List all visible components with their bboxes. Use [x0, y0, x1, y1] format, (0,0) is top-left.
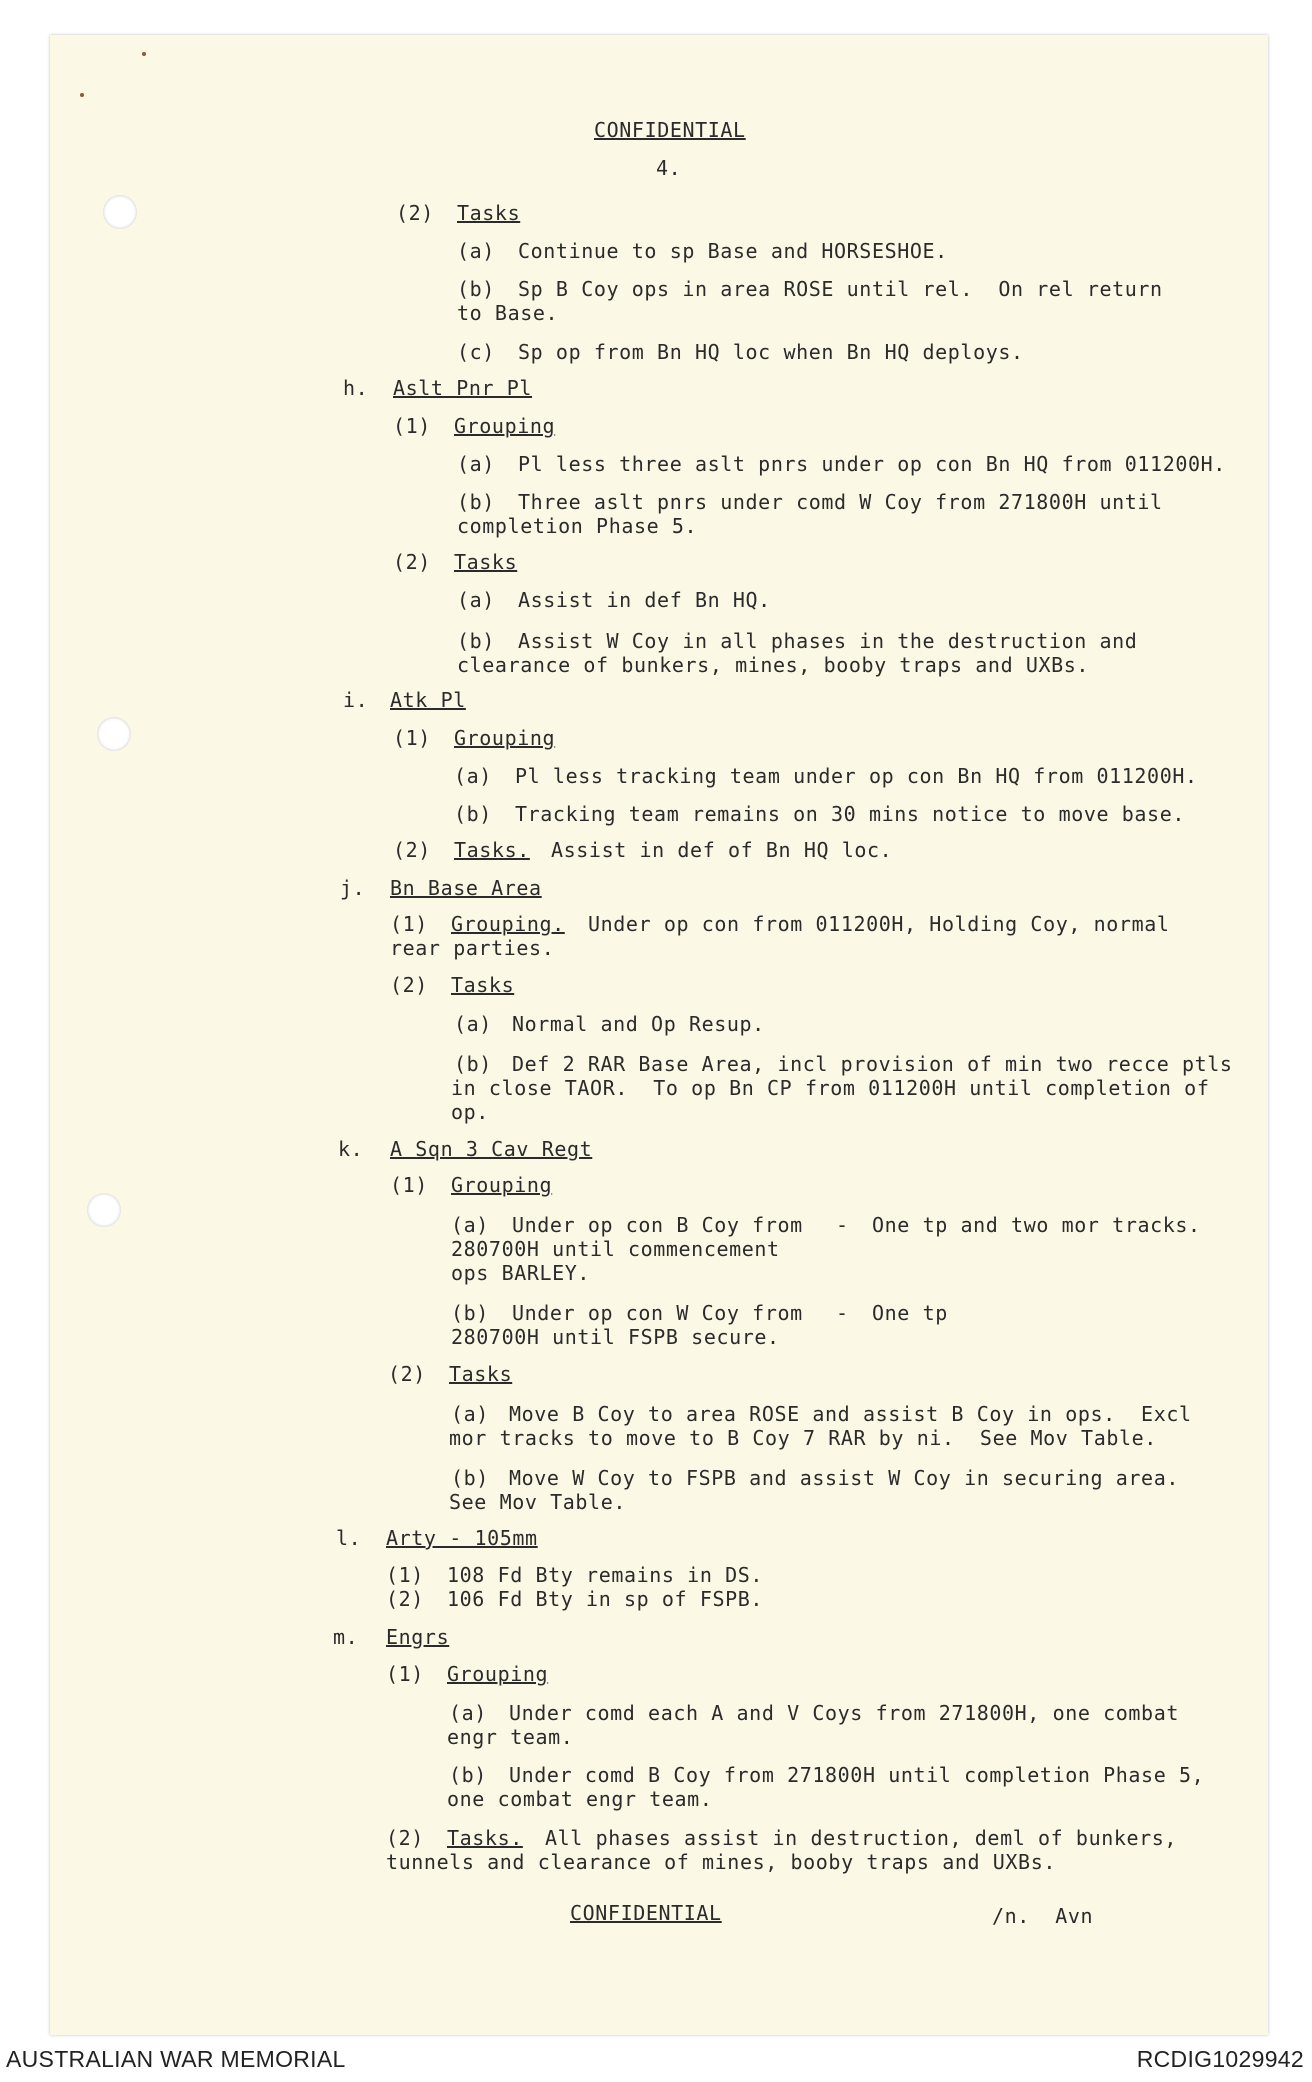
- item-text: one combat engr team.: [447, 1787, 713, 1811]
- item-label: (c): [457, 340, 495, 364]
- item-text: Pl less three aslt pnrs under op con Bn HQ from 011200H.: [518, 452, 1226, 476]
- item-text: 280700H until FSPB secure.: [451, 1325, 780, 1349]
- section-label: i.: [343, 688, 369, 712]
- item-text: clearance of bunkers, mines, booby traps and UXBs.: [457, 653, 1090, 677]
- item-number: (2): [390, 973, 428, 997]
- archive-reference: RCDIG1029942: [1136, 2046, 1304, 2072]
- section-label: j.: [340, 876, 366, 900]
- item-text: 280700H until commencement: [451, 1237, 780, 1261]
- subheading: Grouping.: [451, 912, 565, 936]
- item-text: engr team.: [447, 1725, 574, 1749]
- subheading: Tasks: [454, 550, 518, 574]
- subheading: Tasks.: [454, 838, 530, 862]
- paper-mark: [142, 52, 146, 56]
- item-label: (a): [457, 588, 495, 612]
- subheading: Tasks: [449, 1362, 513, 1386]
- item-text: One tp: [872, 1301, 948, 1325]
- item-number: (2): [396, 201, 434, 225]
- item-label: (b): [449, 1763, 487, 1787]
- punch-hole-middle: [97, 717, 131, 751]
- item-label: (a): [457, 452, 495, 476]
- item-number: (2): [393, 550, 431, 574]
- item-text: Tracking team remains on 30 mins notice to move base.: [515, 802, 1185, 826]
- item-text: ops BARLEY.: [451, 1261, 591, 1285]
- paper-mark: [80, 93, 84, 97]
- item-text: Continue to sp Base and HORSESHOE.: [518, 239, 948, 263]
- item-label: (a): [451, 1402, 489, 1426]
- item-label: (a): [454, 1012, 492, 1036]
- item-number: (2): [386, 1587, 424, 1611]
- subheading: Grouping: [454, 726, 556, 750]
- item-text: Under comd each A and V Coys from 271800H, one combat: [509, 1701, 1179, 1725]
- item-text: completion Phase 5.: [457, 514, 698, 538]
- item-text: Move W Coy to FSPB and assist W Coy in securing area.: [509, 1466, 1179, 1490]
- item-text: See Mov Table.: [449, 1490, 626, 1514]
- item-label: (b): [454, 1052, 492, 1076]
- item-label: (b): [451, 1301, 489, 1325]
- item-text: Assist in def of Bn HQ loc.: [551, 838, 893, 862]
- item-text: Under op con from 011200H, Holding Coy, normal: [588, 912, 1170, 936]
- item-number: (2): [393, 838, 431, 862]
- item-number: (1): [390, 912, 428, 936]
- item-label: (a): [454, 764, 492, 788]
- item-text: rear parties.: [390, 936, 555, 960]
- item-text: Under op con B Coy from: [512, 1213, 803, 1237]
- item-text: 106 Fd Bty in sp of FSPB.: [447, 1587, 764, 1611]
- item-text: Def 2 RAR Base Area, incl provision of min two recce ptls: [512, 1052, 1233, 1076]
- section-heading: Atk Pl: [390, 688, 466, 712]
- subheading: Grouping: [451, 1173, 553, 1197]
- archive-institution: AUSTRALIAN WAR MEMORIAL: [6, 2046, 346, 2072]
- item-text: Sp B Coy ops in area ROSE until rel. On rel return: [518, 277, 1163, 301]
- section-heading: Bn Base Area: [390, 876, 542, 900]
- item-text: All phases assist in destruction, deml of bunkers,: [545, 1826, 1178, 1850]
- punch-hole-bottom: [87, 1193, 121, 1227]
- section-label: l.: [336, 1526, 362, 1550]
- subheading: Tasks.: [447, 1826, 523, 1850]
- subheading: Tasks: [451, 973, 515, 997]
- section-heading: Arty - 105mm: [386, 1526, 538, 1550]
- section-heading: A Sqn 3 Cav Regt: [390, 1137, 593, 1161]
- subheading: Grouping: [454, 414, 556, 438]
- item-text: to Base.: [457, 301, 559, 325]
- item-text: Under op con W Coy from: [512, 1301, 803, 1325]
- dash: -: [836, 1213, 849, 1237]
- classification-header: CONFIDENTIAL: [594, 118, 746, 142]
- item-text: op.: [451, 1100, 489, 1124]
- item-number: (2): [388, 1362, 426, 1386]
- item-text: tunnels and clearance of mines, booby traps and UXBs.: [386, 1850, 1056, 1874]
- subheading: Tasks: [457, 201, 521, 225]
- item-label: (b): [457, 277, 495, 301]
- section-label: h.: [343, 376, 369, 400]
- item-number: (1): [393, 414, 431, 438]
- classification-footer: CONFIDENTIAL: [570, 1901, 722, 1925]
- item-text: Pl less tracking team under op con Bn HQ from 011200H.: [515, 764, 1198, 788]
- item-text: mor tracks to move to B Coy 7 RAR by ni. See Mov Table.: [449, 1426, 1157, 1450]
- item-label: (b): [454, 802, 492, 826]
- section-label: m.: [333, 1625, 359, 1649]
- item-text: 108 Fd Bty remains in DS.: [447, 1563, 764, 1587]
- item-text: One tp and two mor tracks.: [872, 1213, 1201, 1237]
- item-number: (1): [390, 1173, 428, 1197]
- item-label: (b): [457, 629, 495, 653]
- item-text: Normal and Op Resup.: [512, 1012, 765, 1036]
- item-number: (1): [393, 726, 431, 750]
- item-number: (1): [386, 1563, 424, 1587]
- item-label: (b): [451, 1466, 489, 1490]
- dash: -: [836, 1301, 849, 1325]
- item-label: (a): [451, 1213, 489, 1237]
- item-text: in close TAOR. To op Bn CP from 011200H until completion of: [451, 1076, 1210, 1100]
- page-number: 4.: [656, 156, 682, 180]
- subheading: Grouping: [447, 1662, 549, 1686]
- section-heading: Engrs: [386, 1625, 450, 1649]
- item-text: Assist in def Bn HQ.: [518, 588, 771, 612]
- item-text: Sp op from Bn HQ loc when Bn HQ deploys.: [518, 340, 1024, 364]
- continuation-note: /n. Avn: [992, 1904, 1094, 1928]
- section-heading: Aslt Pnr Pl: [393, 376, 533, 400]
- item-text: Assist W Coy in all phases in the destruction and: [518, 629, 1138, 653]
- item-text: Under comd B Coy from 271800H until completion Phase 5,: [509, 1763, 1205, 1787]
- item-text: Three aslt pnrs under comd W Coy from 271800H until: [518, 490, 1163, 514]
- item-number: (2): [386, 1826, 424, 1850]
- item-text: Move B Coy to area ROSE and assist B Coy in ops. Excl: [509, 1402, 1192, 1426]
- item-label: (b): [457, 490, 495, 514]
- section-label: k.: [338, 1137, 364, 1161]
- item-label: (a): [449, 1701, 487, 1725]
- item-label: (a): [457, 239, 495, 263]
- item-number: (1): [386, 1662, 424, 1686]
- punch-hole-top: [103, 195, 137, 229]
